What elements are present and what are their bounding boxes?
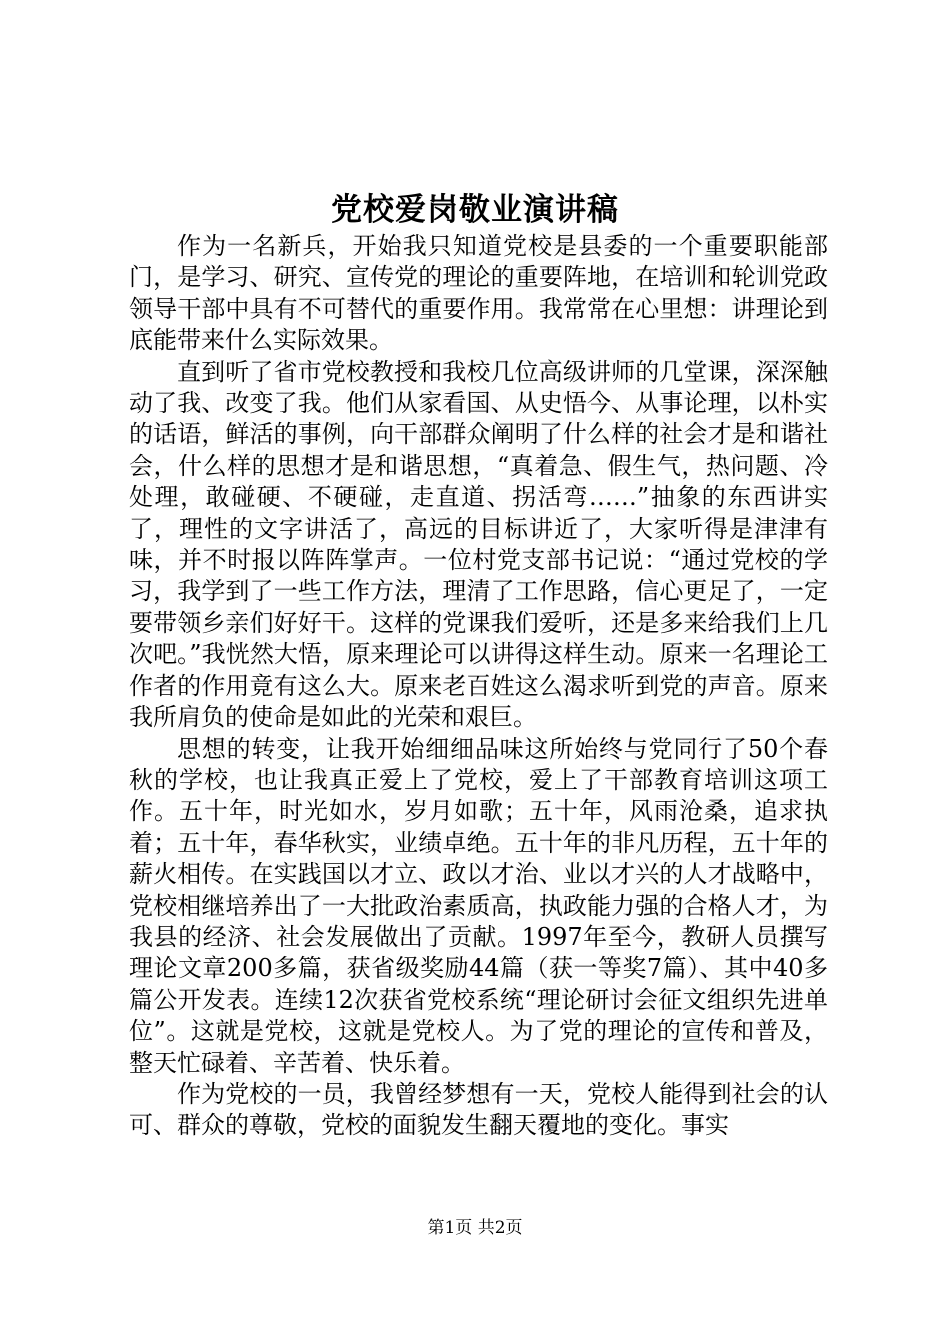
paragraph-2: 直到听了省市党校教授和我校几位高级讲师的几堂课，深深触动了我、改变了我。他们从家看国、从史悟今、从事论理，以朴实的话语，鲜活的事例，向干部群众阐明了什么样的社会才是和谐社会，什么样的思想才是和谐思想，“真着急、假生气，热问题、冷处理，敢碰硬、不硬碰，走直道、拐活弯……”抽象的东西讲实了，理性的文字讲活了，高远的目标讲近了，大家听得是津津有味，并不时报以阵阵掌声。一位村党支部书记说：“通过党校的学习，我学到了一些工作方法，理清了工作思路，信心更足了，一定要带领乡亲们好好干。这样的党课我们爱听，还是多来给我们上几次吧。”我恍然大悟，原来理论可以讲得这样生动。原来一名理论工作者的作用竟有这么大。原来老百姓这么渴求听到党的声音。原来我所肩负的使命是如此的光荣和艰巨。 [129,357,828,732]
page-number-footer: 第1页 共2页 [427,1218,523,1238]
paragraph-4: 作为党校的一员，我曾经梦想有一天，党校人能得到社会的认可、群众的尊敬，党校的面貌发生翻天覆地的变化。事实 [129,1079,828,1140]
document-body [129,231,828,1142]
document-title: 党校爱岗敬业演讲稿 [331,192,619,228]
paragraph-3: 思想的转变，让我开始细细品味这所始终与党同行了50个春秋的学校，也让我真正爱上了党校，爱上了干部教育培训这项工作。五十年，时光如水，岁月如歌；五十年，风雨沧桑，追求执着；五十年，春华秋实，业绩卓绝。五十年的非凡历程，五十年的薪火相传。在实践国以才立、政以才治、业以才兴的人才战略中，党校相继培养出了一大批政治素质高，执政能力强的合格人才，为我县的经济、社会发展做出了贡献。1997年至今，教研人员撰写理论文章200多篇，获省级奖励44篇（获一等奖7篇）、其中40多篇公开发表。连续12次获省党校系统“理论研讨会征文组织先进单位”。这就是党校，这就是党校人。为了党的理论的宣传和普及，整天忙碌着、辛苦着、快乐着。 [129,734,828,1077]
paragraph-1: 作为一名新兵，开始我只知道党校是县委的一个重要职能部门，是学习、研究、宣传党的理论的重要阵地，在培训和轮训党政领导干部中具有不可替代的重要作用。我常常在心里想：讲理论到底能带来什么实际效果。 [129,232,828,355]
